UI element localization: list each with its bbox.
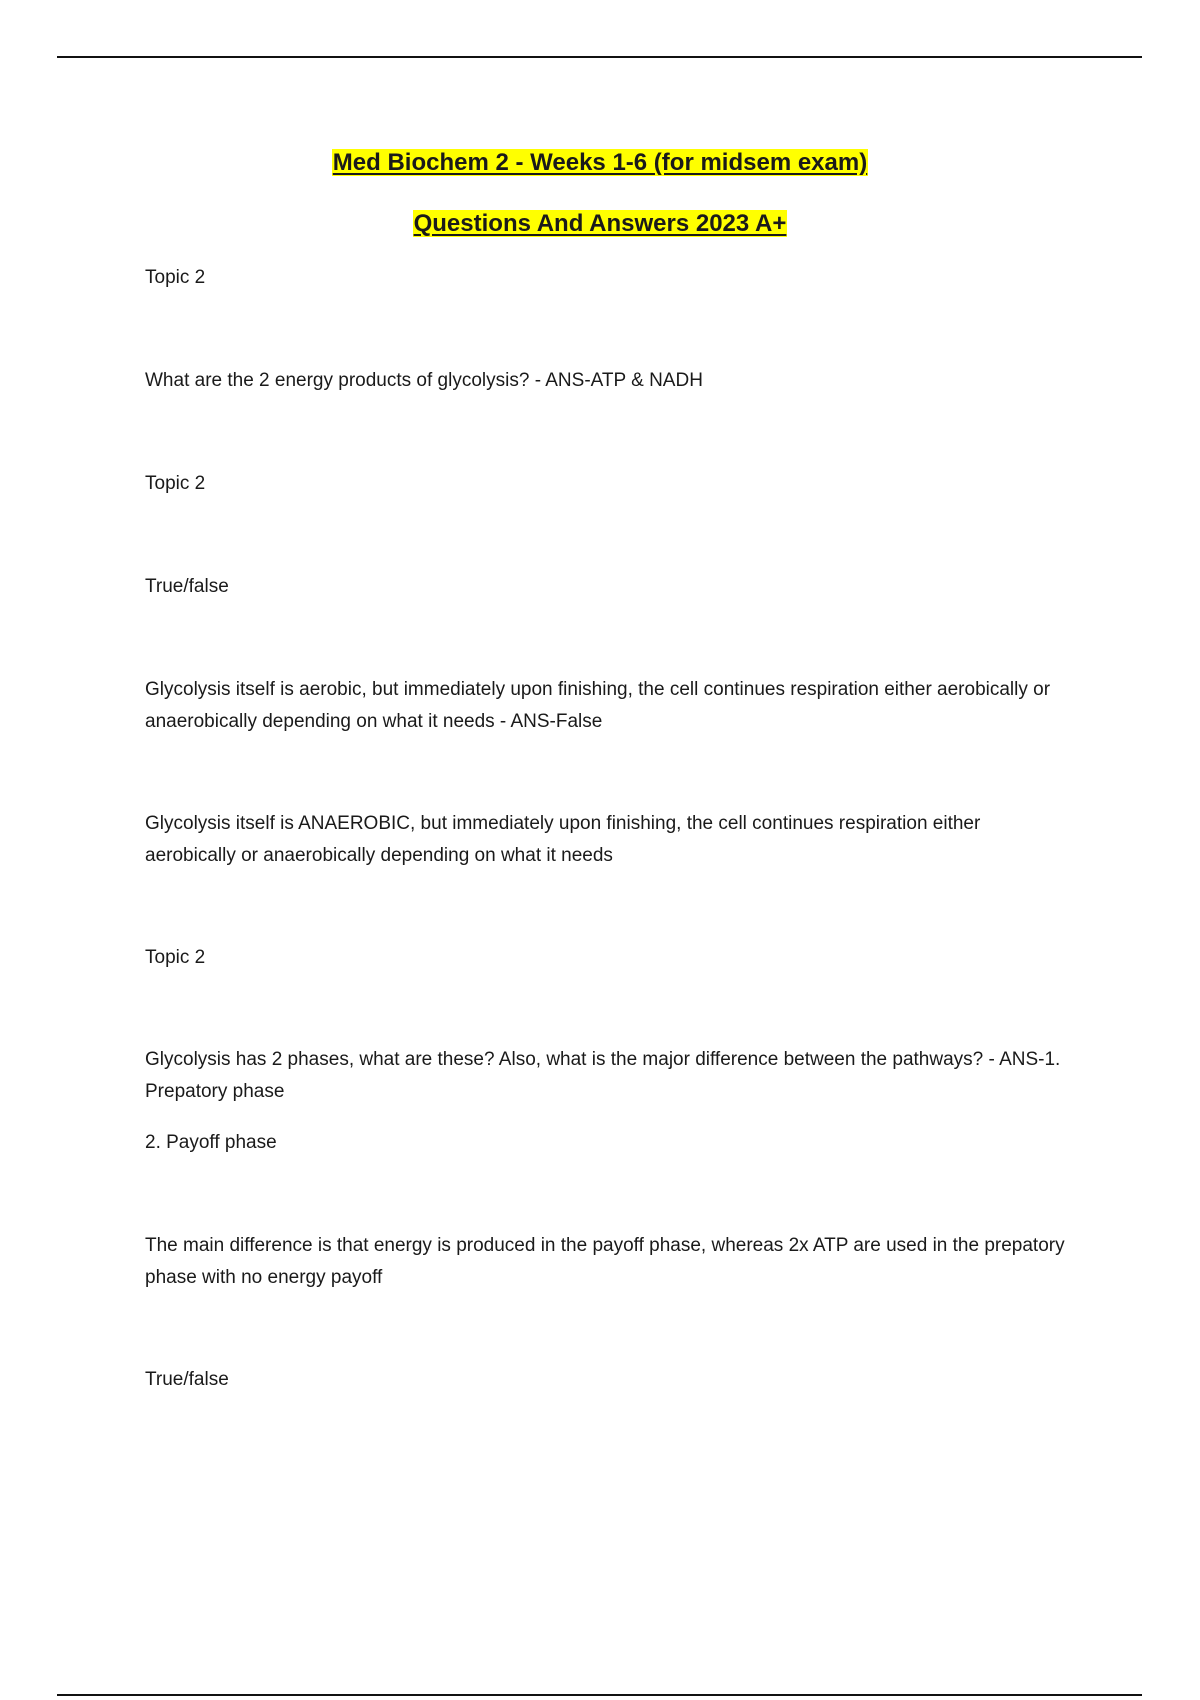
document-title <box>0 148 1200 178</box>
top-rule <box>57 56 1142 58</box>
answer-explanation: Glycolysis itself is ANAEROBIC, but immediately upon finishing, the cell continues respiration either aerobically or anaerobically depending on what it needs <box>145 813 981 866</box>
question-type-label: True/false <box>145 1369 229 1390</box>
document-title-text: Med Biochem 2 - Weeks 1-6 (for midsem exam) <box>332 149 868 176</box>
question-answer: Glycolysis has 2 phases, what are these? Also, what is the major difference between the pathways? - ANS-1. Prepatory phase <box>145 1049 1061 1102</box>
bottom-rule <box>57 1694 1142 1696</box>
question-type-label: True/false <box>145 576 229 597</box>
answer-item: 2. Payoff phase <box>145 1132 277 1153</box>
question-answer: What are the 2 energy products of glycolysis? - ANS-ATP & NADH <box>145 370 703 391</box>
question-answer: Glycolysis itself is aerobic, but immediately upon finishing, the cell continues respiration either aerobically or anaerobically depending on what it needs - ANS-False <box>145 679 1051 732</box>
topic-label: Topic 2 <box>145 947 206 968</box>
answer-explanation: The main difference is that energy is produced in the payoff phase, whereas 2x ATP are used in the prepatory phase with no energy payoff <box>145 1235 1065 1288</box>
topic-label: Topic 2 <box>145 267 206 288</box>
document-subtitle-text: Questions And Answers 2023 A+ <box>413 210 787 237</box>
topic-label: Topic 2 <box>145 473 206 494</box>
document-subtitle <box>0 209 1200 239</box>
